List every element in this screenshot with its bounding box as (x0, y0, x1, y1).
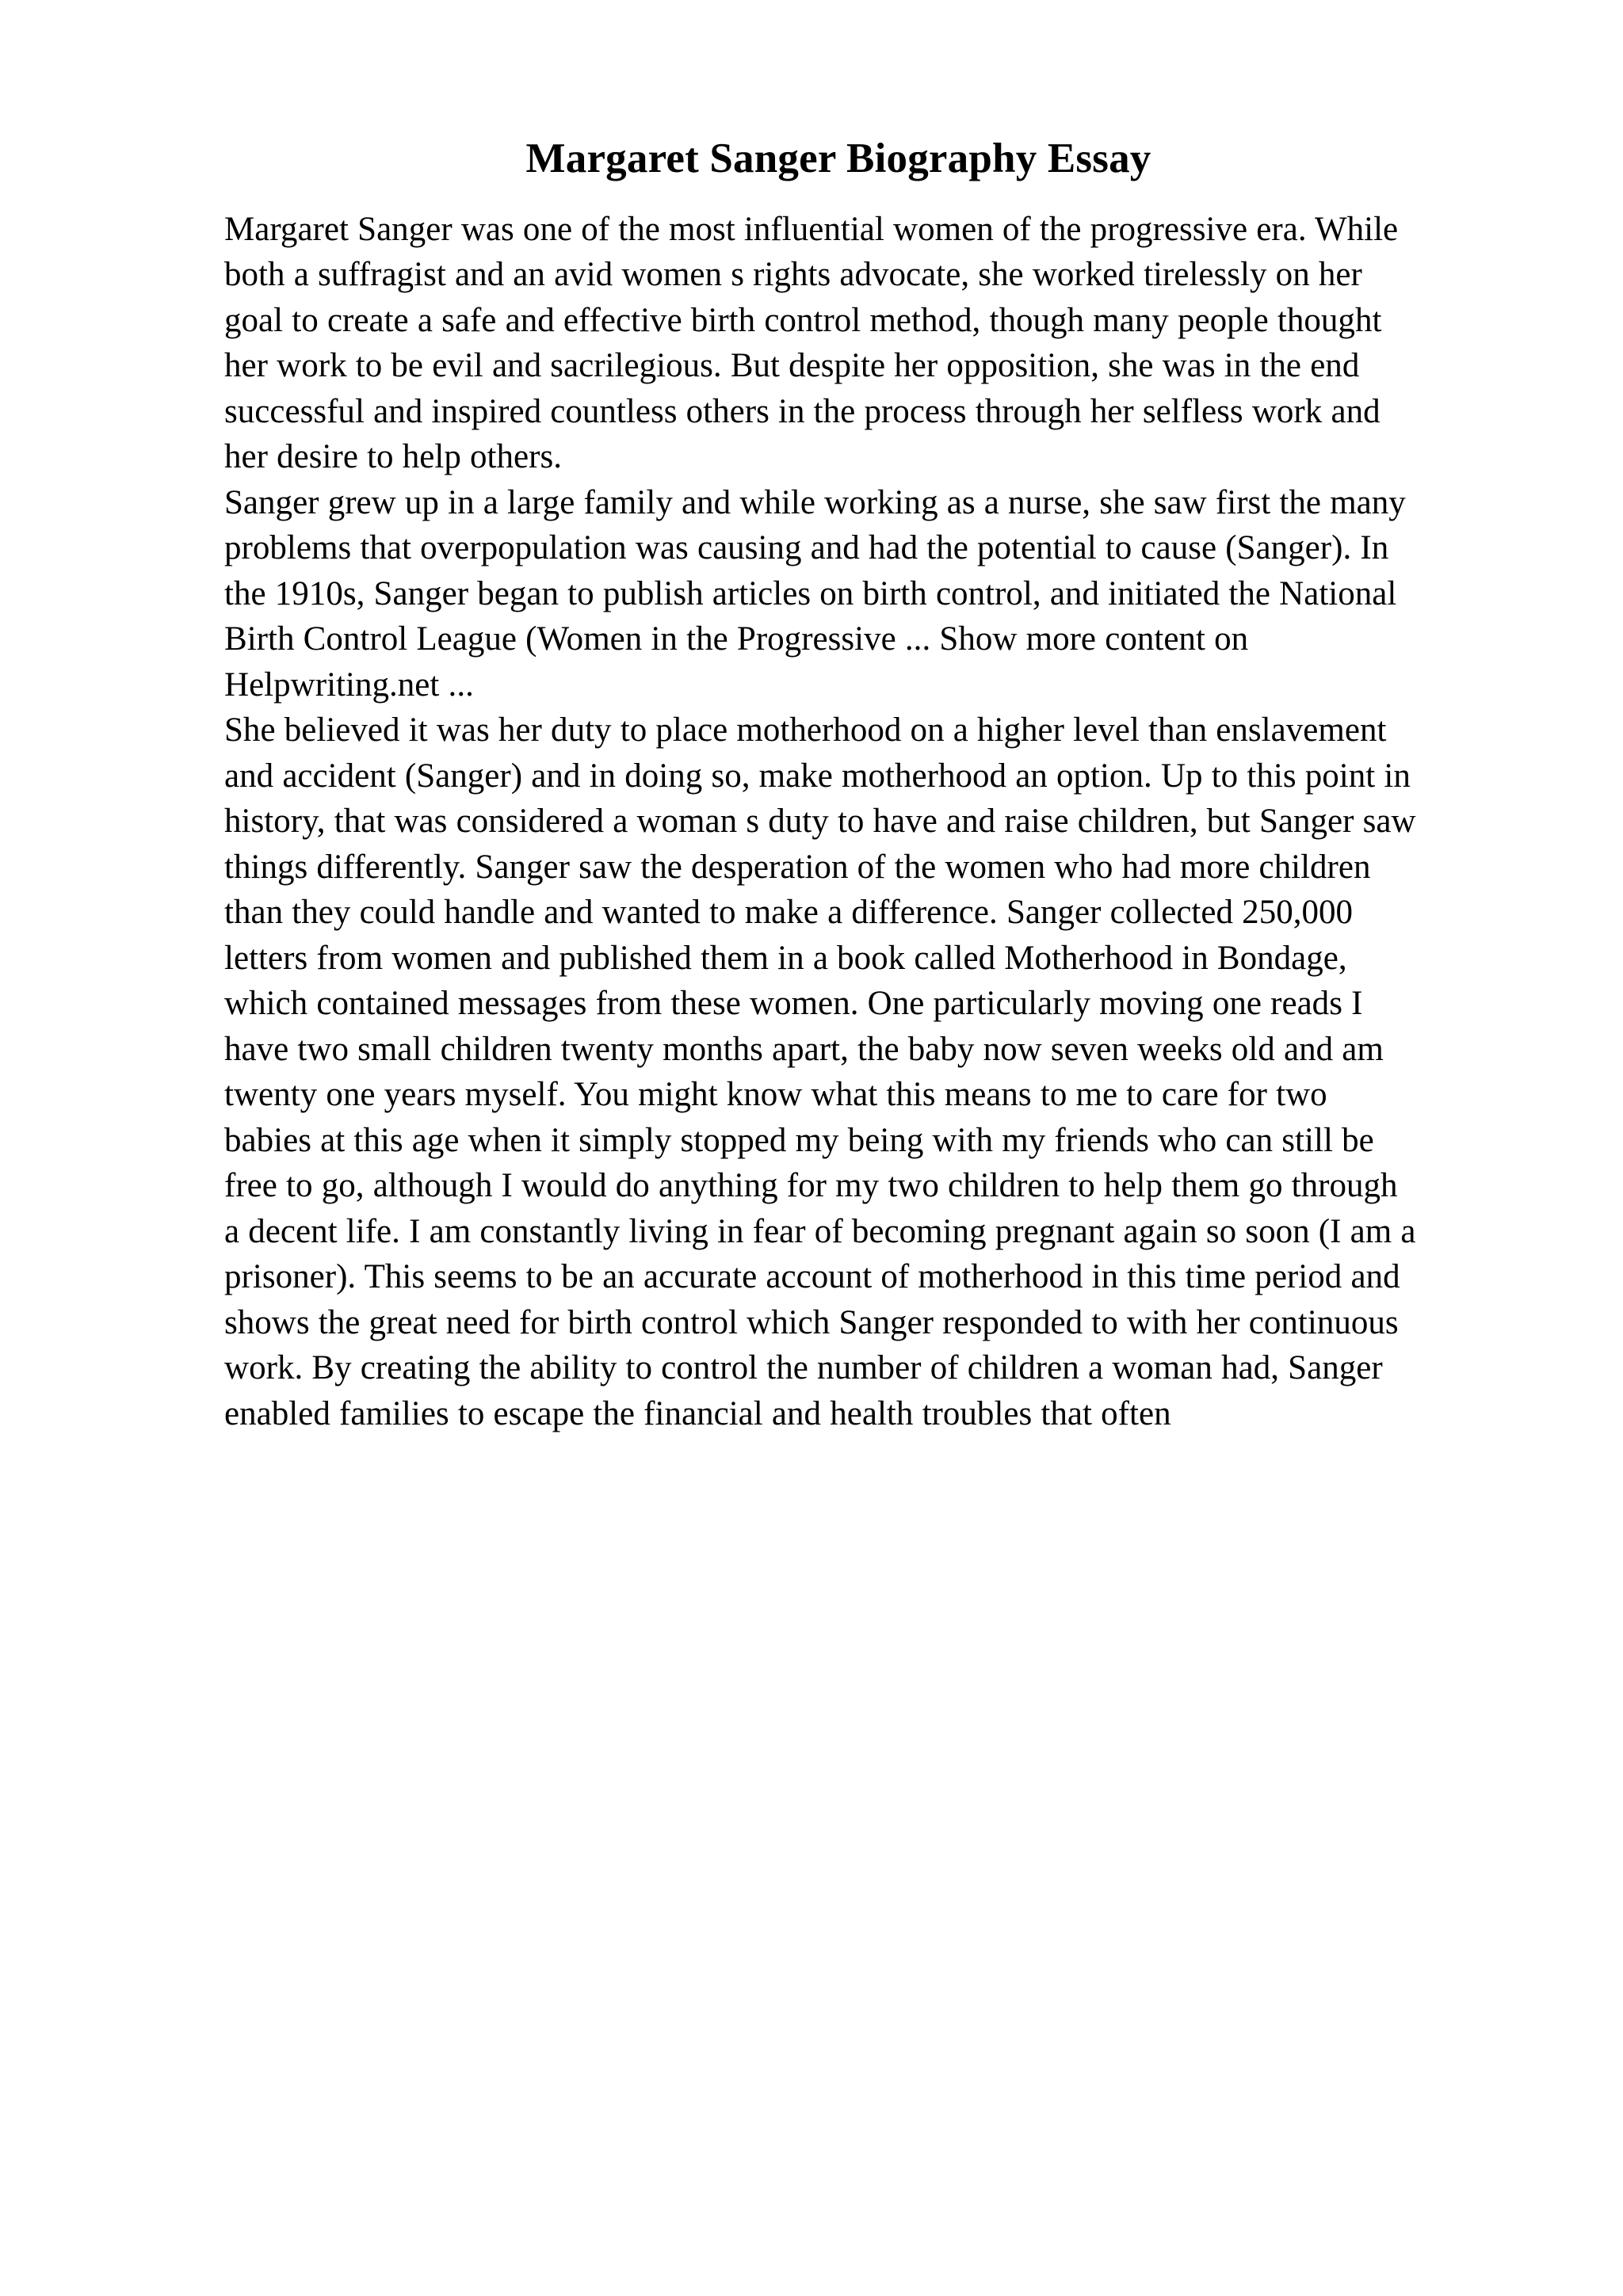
essay-paragraph-1: Margaret Sanger was one of the most influential women of the progressive era. While both a suffragist and an avid women s rights advocate, she worked tirelessly on her goal to create a safe and effective birth control method, though many people thought her work to be evil and sacrilegious. But despite her opposition, she was in the end successful and inspired countless others in the process through her selfless work and her desire to help others. (224, 210, 1399, 476)
page-title: Margaret Sanger Biography Essay (525, 135, 1151, 181)
essay-paragraph-2: Sanger grew up in a large family and while working as a nurse, she saw first the many problems that overpopulation was causing and had the potential to cause (Sanger). In the 1910s, Sanger began to publish articles on birth control, and initiated the National Birth Control League (Women in the Progressive ... Show more content on Helpwriting.net ... (224, 483, 1406, 704)
essay-paragraph-3: She believed it was her duty to place motherhood on a higher level than enslavement and accident (Sanger) and in doing so, make motherhood an option. Up to this point in history, that was considered a woman s duty to have and raise children, but Sanger saw things differently. Sanger saw the desperation of the women who had more children than they could handle and wanted to make a difference. Sanger collected 250,000 letters from women and published them in a book called Motherhood in Bondage, which contained messages from these women. One particularly moving one reads I have two small children twenty months apart, the baby now seven weeks old and am twenty one years myself. You might know what this means to me to care for two babies at this age when it simply stopped my being with my friends who can still be free to go, although I would do anything for my two children to help them go through a decent life. I am constantly living in fear of becoming pregnant again so soon (I am a prisoner). This seems to be an accurate account of motherhood in this time period and shows the great need for birth control which Sanger responded to with her continuous work. By creating the ability to control the number of children a woman had, Sanger enabled families to escape the financial and health troubles that often (224, 711, 1416, 1432)
document-body (224, 135, 1421, 1436)
